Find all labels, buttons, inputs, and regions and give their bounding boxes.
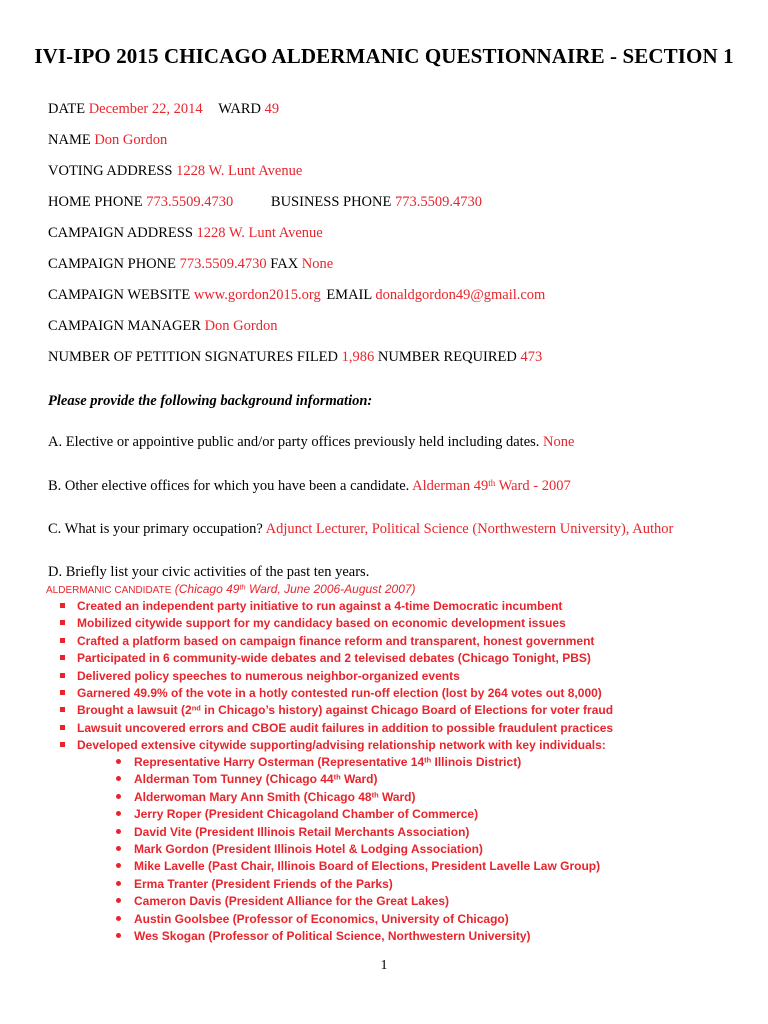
network-item: Mark Gordon (President Illinois Hotel & Lodging Association) <box>116 842 483 856</box>
network-item: Cameron Davis (President Alliance for the Great Lakes) <box>116 894 449 908</box>
candidate-heading <box>46 582 416 596</box>
round-bullet-icon <box>116 776 121 781</box>
activity-item: Created an independent party initiative to run against a 4-time Democratic incumbent <box>60 599 562 613</box>
activity-item: Developed extensive citywide supporting/advising relationship network with key individuals: <box>60 738 606 752</box>
page-title: IVI-IPO 2015 CHICAGO ALDERMANIC QUESTIONNAIRE - SECTION 1 <box>34 44 734 68</box>
manager-label: CAMPAIGN MANAGER <box>48 318 201 334</box>
email-link[interactable]: donaldgordon49@gmail.com <box>375 287 546 303</box>
square-bullet-icon <box>60 725 65 730</box>
question-a-text: A. Elective or appointive public and/or party offices previously held including dates. <box>48 434 540 450</box>
question-b <box>48 478 571 495</box>
background-heading: Please provide the following background information: <box>48 393 373 409</box>
campaign-phone-line <box>48 256 333 273</box>
network-item: Austin Goolsbee (Professor of Economics, University of Chicago) <box>116 912 509 926</box>
email-label: EMAIL <box>326 287 372 303</box>
name-line <box>48 132 167 149</box>
candidate-detail: (Chicago 49th Ward, June 2006-August 2007) <box>174 582 416 596</box>
round-bullet-icon <box>116 846 121 851</box>
question-b-answer: Alderman 49th Ward - 2007 <box>412 477 571 494</box>
round-bullet-icon <box>116 811 121 816</box>
round-bullet-icon <box>116 794 121 799</box>
square-bullet-icon <box>60 620 65 625</box>
voting-address-line <box>48 163 302 180</box>
business-phone-label: BUSINESS PHONE <box>270 194 392 210</box>
date-label: DATE <box>48 101 86 117</box>
ward-value: 49 <box>264 101 280 117</box>
voting-address-label: VOTING ADDRESS <box>48 163 173 179</box>
question-a <box>48 434 574 451</box>
voting-address-value: 1228 W. Lunt Avenue <box>176 163 303 179</box>
question-c-text: C. What is your primary occupation? <box>48 521 263 537</box>
network-item: Alderman Tom Tunney (Chicago 44th Ward) <box>116 772 378 786</box>
round-bullet-icon <box>116 863 121 868</box>
phone-line <box>48 194 482 211</box>
activity-item: Participated in 6 community-wide debates and 2 televised debates (Chicago Tonight, PBS) <box>60 651 591 665</box>
round-bullet-icon <box>116 916 121 921</box>
required-label: NUMBER REQUIRED <box>377 349 517 365</box>
square-bullet-icon <box>60 655 65 660</box>
round-bullet-icon <box>116 759 121 764</box>
activity-item: Mobilized citywide support for my candidacy based on economic development issues <box>60 616 566 630</box>
activity-item: Lawsuit uncovered errors and CBOE audit failures in addition to possible fraudulent practices <box>60 721 613 735</box>
ward-label: WARD <box>218 101 261 117</box>
square-bullet-icon <box>60 603 65 608</box>
activity-item: Brought a lawsuit (2nd in Chicago’s history) against Chicago Board of Elections for voter fraud <box>60 703 613 717</box>
fax-value: None <box>301 256 334 272</box>
square-bullet-icon <box>60 690 65 695</box>
campaign-address-label: CAMPAIGN ADDRESS <box>48 225 193 241</box>
question-c-answer: Adjunct Lecturer, Political Science (Northwestern University), Author <box>265 521 674 537</box>
network-item: Mike Lavelle (Past Chair, Illinois Board of Elections, President Lavelle Law Group) <box>116 859 600 873</box>
network-item: Representative Harry Osterman (Representative 14th Illinois District) <box>116 755 521 769</box>
square-bullet-icon <box>60 707 65 712</box>
page-number: 1 <box>380 958 388 973</box>
signatures-label: NUMBER OF PETITION SIGNATURES FILED <box>48 349 339 365</box>
activity-item: Garnered 49.9% of the vote in a hotly contested run-off election (lost by 264 votes out 8,000) <box>60 686 602 700</box>
website-label: CAMPAIGN WEBSITE <box>48 287 191 303</box>
network-item: David Vite (President Illinois Retail Merchants Association) <box>116 825 469 839</box>
manager-line <box>48 318 277 335</box>
campaign-address-line <box>48 225 323 242</box>
round-bullet-icon <box>116 829 121 834</box>
question-d: D. Briefly list your civic activities of the past ten years. <box>48 564 370 580</box>
campaign-phone-value: 773.5509.4730 <box>179 256 267 272</box>
name-value: Don Gordon <box>94 132 168 148</box>
fax-label: FAX <box>270 256 299 272</box>
business-phone-value: 773.5509.4730 <box>395 194 482 210</box>
home-phone-value: 773.5509.4730 <box>146 194 234 210</box>
network-item: Wes Skogan (Professor of Political Science, Northwestern University) <box>116 929 531 943</box>
round-bullet-icon <box>116 898 121 903</box>
website-link[interactable]: www.gordon2015.org <box>193 287 321 303</box>
manager-value: Don Gordon <box>204 318 278 334</box>
activity-item: Crafted a platform based on campaign finance reform and transparent, honest government <box>60 634 594 648</box>
campaign-address-value: 1228 W. Lunt Avenue <box>196 225 323 241</box>
square-bullet-icon <box>60 638 65 643</box>
website-email-line <box>48 287 545 304</box>
signatures-value: 1,986 <box>341 349 375 365</box>
network-item: Erma Tranter (President Friends of the Parks) <box>116 877 393 891</box>
required-value: 473 <box>520 349 543 365</box>
date-value: December 22, 2014 <box>88 101 203 117</box>
round-bullet-icon <box>116 881 121 886</box>
square-bullet-icon <box>60 742 65 747</box>
signatures-line <box>48 349 542 366</box>
network-item: Jerry Roper (President Chicagoland Chamber of Commerce) <box>116 807 478 821</box>
date-ward-line <box>48 101 279 118</box>
round-bullet-icon <box>116 933 121 938</box>
question-b-text: B. Other elective offices for which you have been a candidate. <box>48 478 410 494</box>
campaign-phone-label: CAMPAIGN PHONE <box>48 256 176 272</box>
square-bullet-icon <box>60 673 65 678</box>
home-phone-label: HOME PHONE <box>48 194 143 210</box>
question-c <box>48 521 673 538</box>
activity-item: Delivered policy speeches to numerous neighbor-organized events <box>60 669 460 683</box>
candidate-label: ALDERMANIC CANDIDATE <box>46 585 172 596</box>
network-item: Alderwoman Mary Ann Smith (Chicago 48th Ward) <box>116 790 416 804</box>
name-label: NAME <box>48 132 91 148</box>
question-a-answer: None <box>543 434 575 450</box>
